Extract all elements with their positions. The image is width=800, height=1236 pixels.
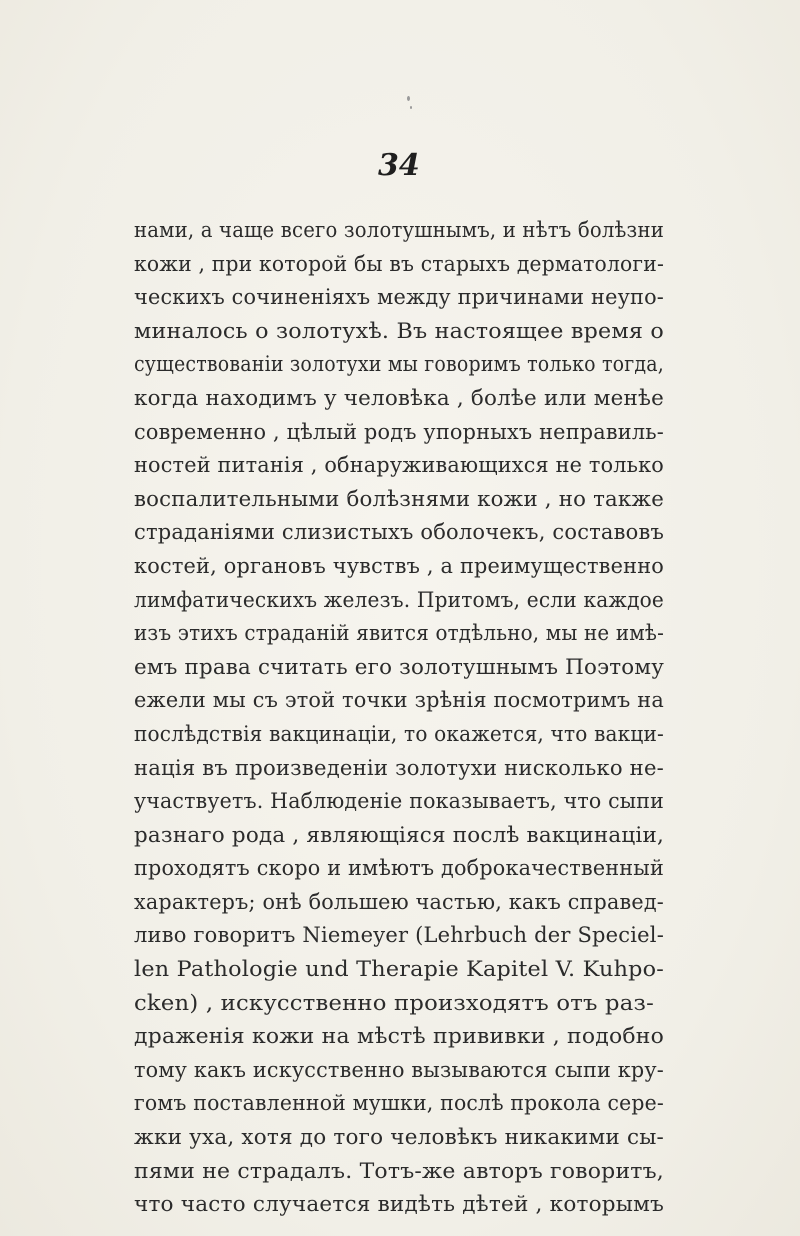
text-line: разнаго рода , являющіяся послѣ вакцинаціи, [134,822,665,847]
text-line: страданіями слизистыхъ оболочекъ, составовъ [134,520,665,545]
text-line: драженія кожи на мѣстѣ прививки , подобно [134,1024,665,1049]
text-line: емъ права считать его золотушнымъ Поэтому [134,654,664,679]
text-line: пями не страдалъ. Тотъ-же авторъ говоритъ, [134,1158,664,1183]
text-line: изъ этихъ страданій явится отдѣльно, мы не имѣ- [134,621,664,646]
text-line: существованіи золотухи мы говоримъ только тогда, [134,352,664,377]
text-line: ностей питанія , обнаруживающихся не только [134,453,664,478]
body-text [134,214,664,1222]
text-line: ческихъ сочиненіяхъ между причинами неупо- [134,285,665,310]
text-line: лимфатическихъ железъ. Притомъ, если каждое [134,587,665,612]
text-line: тому какъ искусственно вызываются сыпи кру- [134,1057,665,1082]
text-line: характеръ; онѣ большею частью, какъ справед- [134,889,664,914]
text-line: воспалительными болѣзнями кожи , но также [134,486,664,511]
text-line: костей, органовъ чувствъ , а преимущественно [134,553,665,578]
text-line: нами, а чаще всего золотушнымъ, и нѣтъ болѣзни [134,218,664,242]
text-line: ливо говоритъ Niemeyer (Lehrbuch der Speciel- [134,923,665,948]
text-line: участвуетъ. Наблюденіе показываетъ, что сыпи [134,789,665,814]
text-line: гомъ поставленной мушки, послѣ прокола сере- [134,1091,665,1116]
text-line: жки уха, хотя до того человѣкъ никакими сы- [134,1125,664,1150]
text-line: кожи , при которой бы въ старыхъ дерматологи- [134,251,665,276]
text-line: современно , цѣлый родъ упорныхъ неправиль- [134,419,664,444]
page-number: 34 [378,148,420,183]
text-line: миналось о золотухѣ. Въ настоящее время о [134,318,665,343]
text-line: что часто случается видѣть дѣтей , которымъ [134,1192,664,1217]
paper-speck [407,96,410,101]
paper-speck [410,106,412,109]
text-line: cken) , искусственно произходятъ отъ раз- [134,990,654,1015]
text-line: послѣдствія вакцинаціи, то окажется, что вакци- [134,721,664,746]
text-line: len Pathologie und Therapie Kapitel V. Kuhpo- [134,957,665,982]
text-line: ежели мы съ этой точки зрѣнія посмотримъ на [134,688,664,713]
text-line: нація въ произведеніи золотухи нисколько не- [134,755,665,780]
text-line: проходятъ скоро и имѣютъ доброкачественный [134,856,664,881]
text-line: когда находимъ у человѣка , болѣе или менѣе [134,385,664,410]
